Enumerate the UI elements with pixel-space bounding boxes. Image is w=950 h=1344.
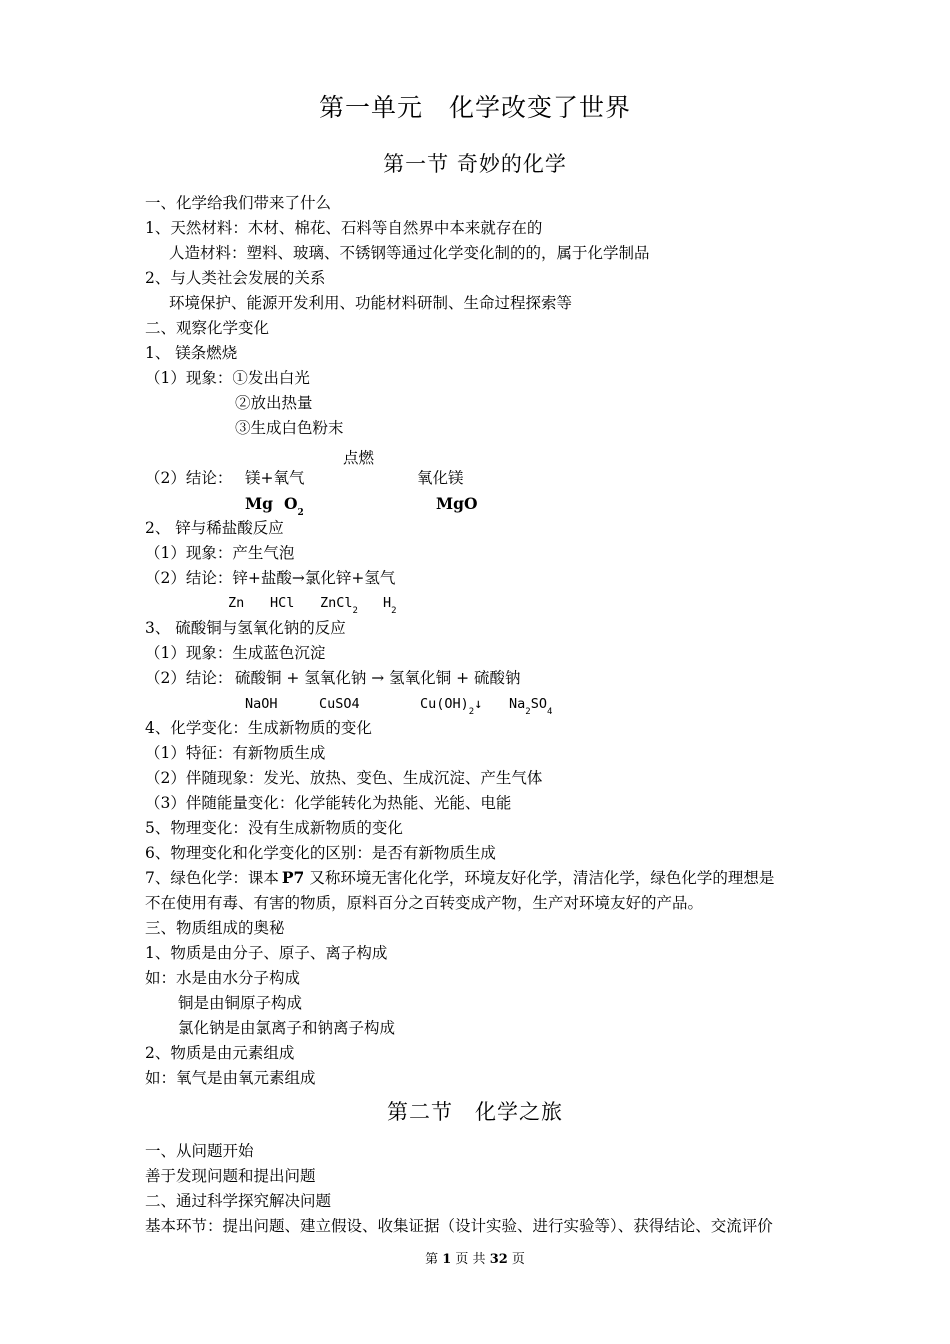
text-line: （1）现象：产生气泡 bbox=[145, 544, 295, 562]
text-line: 1、天然材料：木材、棉花、石料等自然界中本来就存在的 bbox=[145, 219, 543, 237]
text-line: （1）特征：有新物质生成 bbox=[145, 744, 326, 762]
text-line: 6、物理变化和化学变化的区别：是否有新物质生成 bbox=[145, 844, 496, 862]
text-line: 1、物质是由分子、原子、离子构成 bbox=[145, 944, 388, 962]
formula-na2so4: $Na_2SO_4$ bbox=[509, 696, 553, 717]
text-line: 如：水是由水分子构成 bbox=[145, 969, 301, 987]
formula-o2: $O_2$ bbox=[284, 494, 304, 518]
page-footer: 第 1 页 共 32 页 bbox=[425, 1252, 525, 1267]
text-line: 三、物质组成的奥秘 bbox=[145, 919, 285, 937]
text-line: 二、观察化学变化 bbox=[145, 319, 270, 337]
formula-mgo: MgO bbox=[436, 494, 478, 513]
unit-title: 第一单元 化学改变了世界 bbox=[318, 93, 631, 122]
text-line: 如：氧气是由氧元素组成 bbox=[145, 1069, 316, 1087]
word-equation-product: 氧化镁 bbox=[417, 469, 464, 487]
text-line: （2）结论： bbox=[145, 669, 233, 687]
text-line: 一、化学给我们带来了什么 bbox=[145, 194, 332, 212]
text-line: （3）伴随能量变化：化学能转化为热能、光能、电能 bbox=[145, 794, 512, 812]
text-line: 环境保护、能源开发利用、功能材料研制、生命过程探索等 bbox=[169, 294, 573, 312]
reaction-condition: 点燃 bbox=[343, 449, 375, 467]
text-line: 基本环节：提出问题、建立假设、收集证据（设计实验、进行实验等）、获得结论、交流评价 bbox=[145, 1217, 773, 1235]
text-line: （1）现象：①发出白光 bbox=[145, 369, 310, 387]
section-2-title: 第二节 化学之旅 bbox=[387, 1100, 563, 1124]
text-line: 1、 镁条燃烧 bbox=[145, 344, 238, 362]
text-line: 2、 锌与稀盐酸反应 bbox=[145, 519, 284, 537]
section-1-title: 第一节 奇妙的化学 bbox=[383, 152, 567, 176]
text-line: 一、从问题开始 bbox=[145, 1142, 254, 1160]
formula-naoh: NaOH bbox=[245, 696, 278, 712]
text-line: ③生成白色粉末 bbox=[235, 419, 344, 437]
formula-zn: Zn bbox=[228, 595, 245, 611]
formula-cuoh2: $Cu(OH)_2↓$ bbox=[420, 696, 483, 717]
text-line: 4、化学变化：生成新物质的变化 bbox=[145, 719, 372, 737]
text-line: 二、通过科学探究解决问题 bbox=[145, 1192, 332, 1210]
page-total: 32 bbox=[489, 1252, 508, 1267]
text-line: （1）现象：生成蓝色沉淀 bbox=[145, 644, 326, 662]
page-number: 1 bbox=[442, 1252, 452, 1267]
text-line: 7、绿色化学：课本 P7 又称环境无害化化学，环境友好化学，清洁化学，绿色化学的理想是 bbox=[145, 868, 775, 887]
text-line: 善于发现问题和提出问题 bbox=[145, 1167, 316, 1185]
text-line: 铜是由铜原子构成 bbox=[178, 994, 303, 1012]
formula-h2: $H_2$ bbox=[383, 595, 397, 616]
formula-hcl: HCl bbox=[270, 595, 295, 611]
text-line: （2）伴随现象：发光、放热、变色、生成沉淀、产生气体 bbox=[145, 769, 543, 787]
text-line: 2、物质是由元素组成 bbox=[145, 1044, 295, 1062]
text-line: 不在使用有毒、有害的物质，原料百分之百转变成产物，生产对环境友好的产品。 bbox=[145, 894, 704, 912]
text-line: 人造材料：塑料、玻璃、不锈钢等通过化学变化制的的，属于化学制品 bbox=[169, 244, 650, 262]
formula-mg: Mg bbox=[245, 494, 273, 513]
word-equation: 硫酸铜 + 氢氧化钠 → 氢氧化铜 + 硫酸钠 bbox=[235, 669, 521, 687]
formula-cuso4: CuSO4 bbox=[319, 696, 360, 712]
word-equation-reactants: 镁+氧气 bbox=[245, 469, 305, 487]
text-line: （2）结论：锌+盐酸→氯化锌+氢气 bbox=[145, 569, 396, 587]
text-line: ②放出热量 bbox=[235, 394, 313, 412]
formula-zncl2: ZnCl$_2$ bbox=[320, 595, 358, 616]
text-line: 3、 硫酸铜与氢氧化钠的反应 bbox=[145, 619, 346, 637]
text-line: 5、物理变化：没有生成新物质的变化 bbox=[145, 819, 403, 837]
text-line: （2）结论： bbox=[145, 469, 233, 487]
text-line: 2、与人类社会发展的关系 bbox=[145, 269, 326, 287]
text-line: 氯化钠是由氯离子和钠离子构成 bbox=[178, 1019, 396, 1037]
